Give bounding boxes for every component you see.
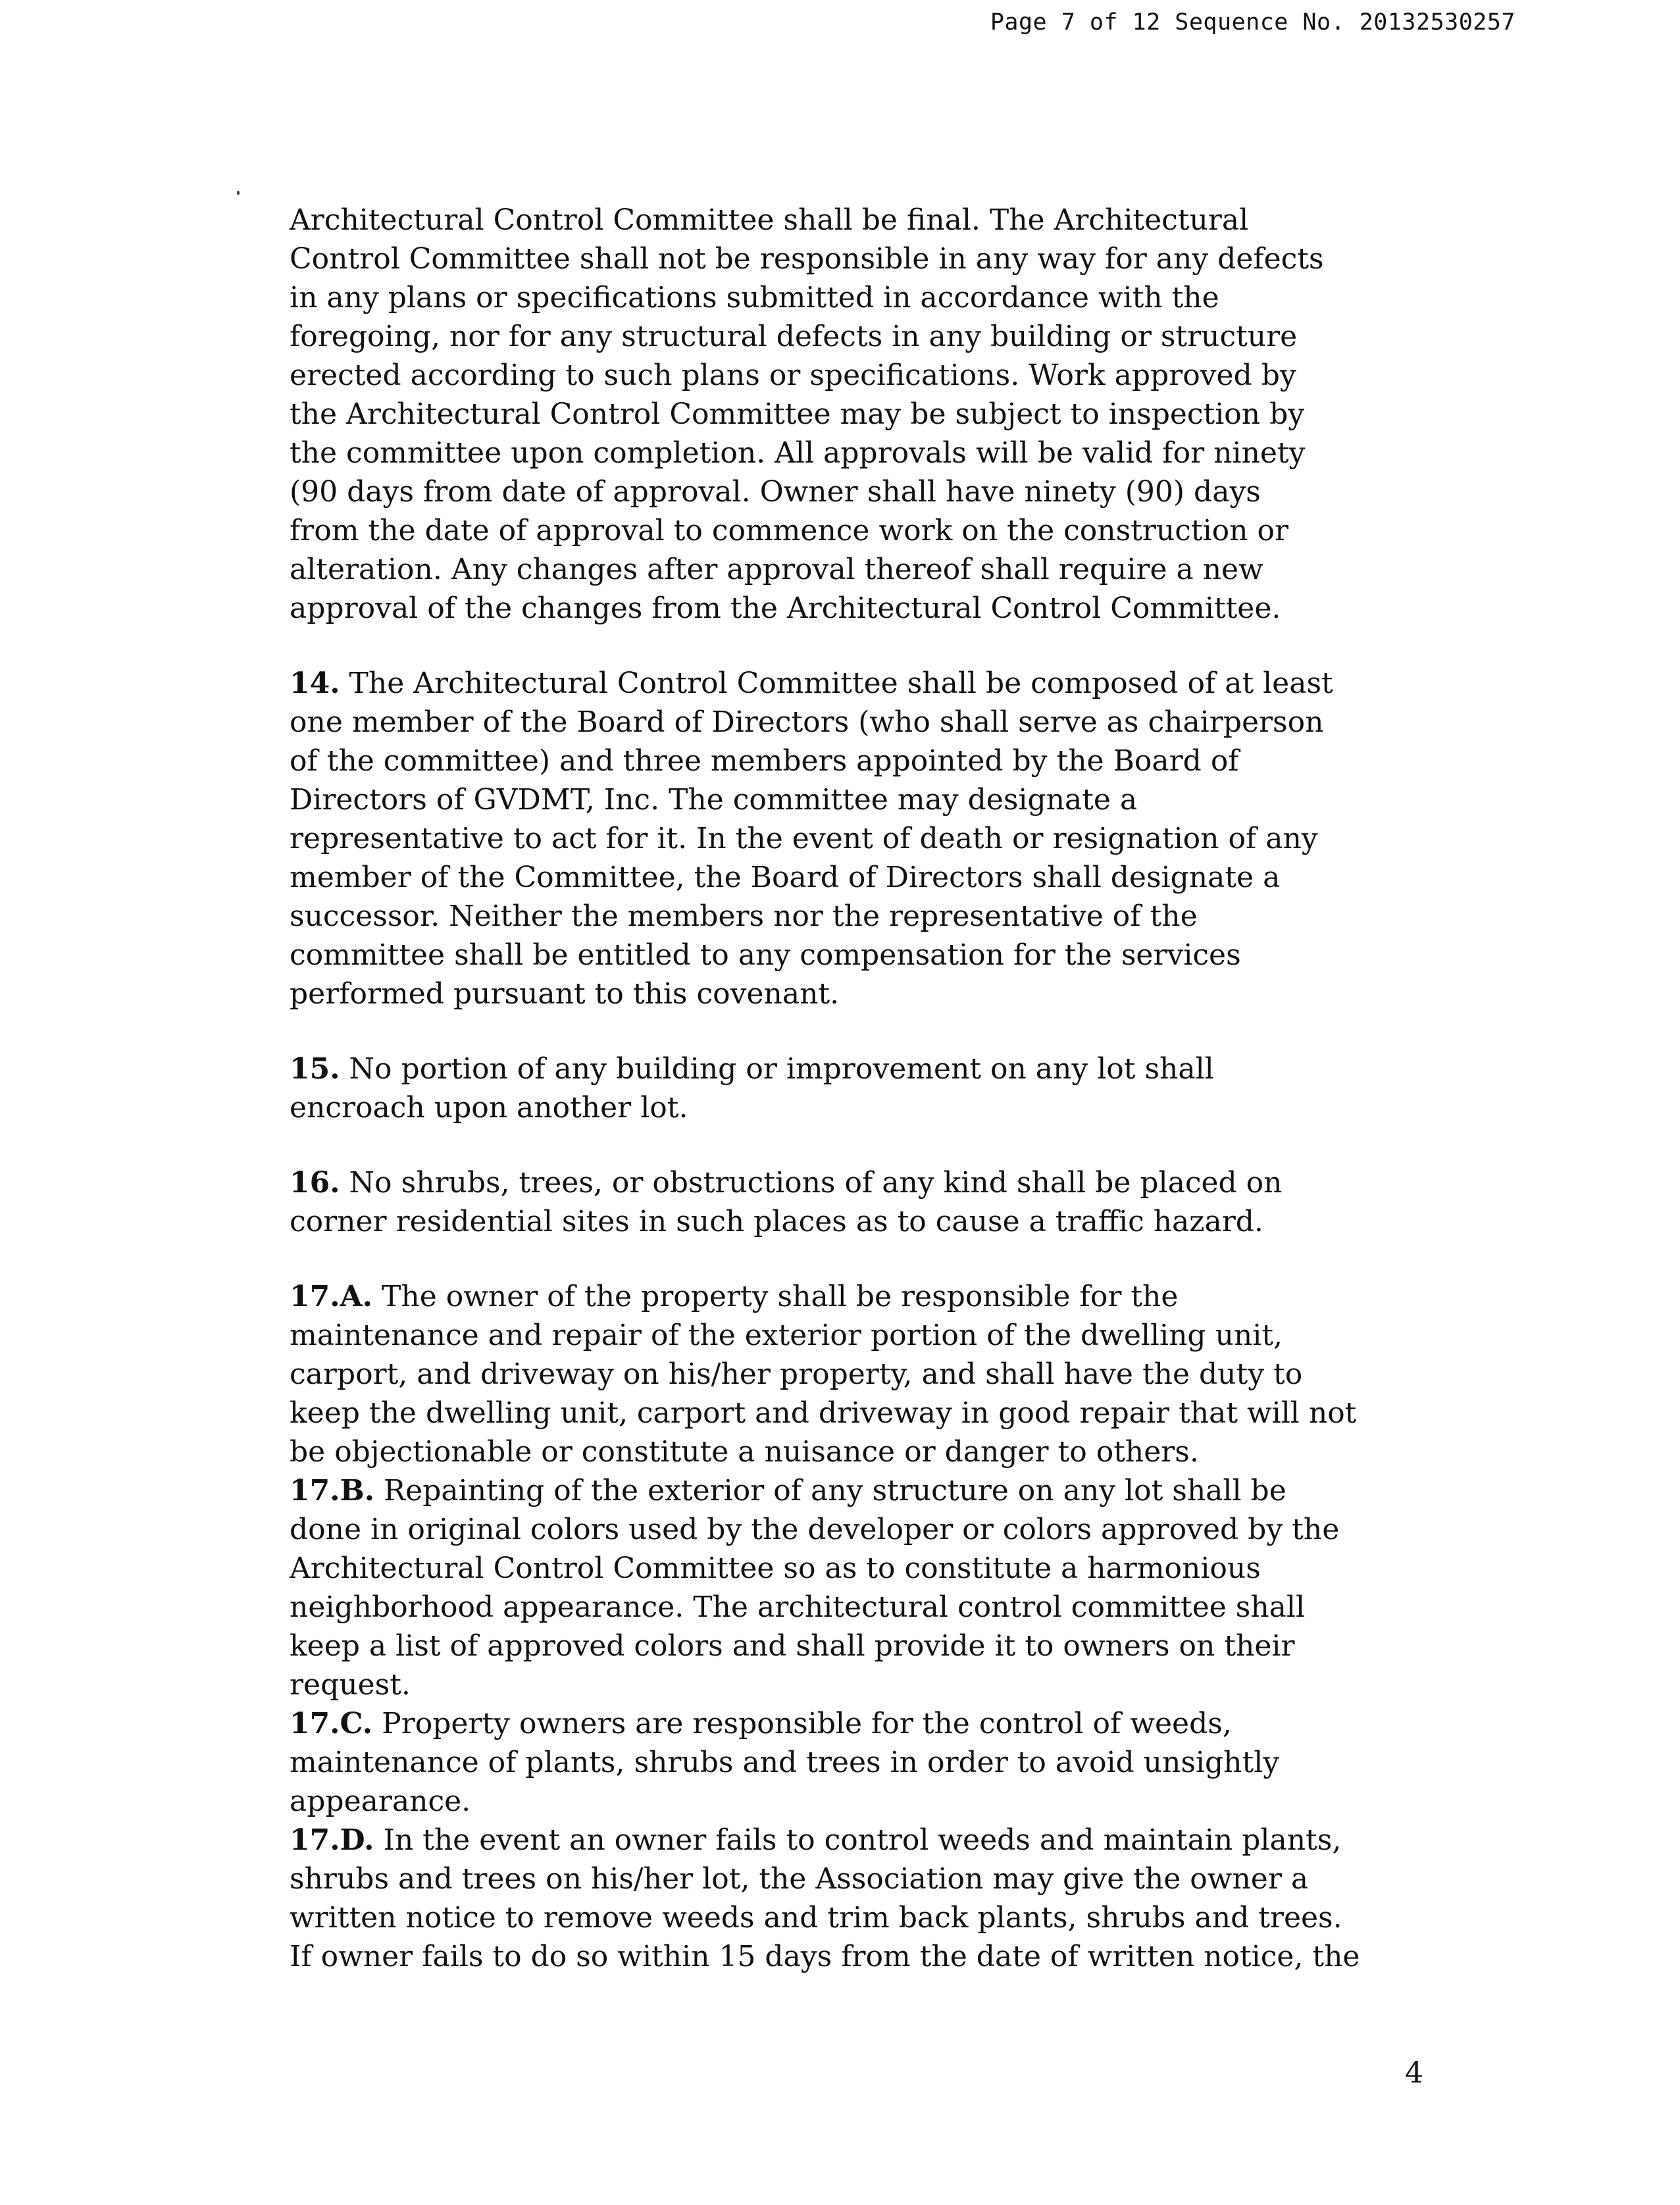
text-line: encroach upon another lot. bbox=[290, 1091, 688, 1125]
text-line: the committee upon completion. All approvals will be valid for ninety bbox=[290, 436, 1306, 470]
text-line: alteration. Any changes after approval thereof shall require a new bbox=[290, 553, 1263, 586]
text-line: corner residential sites in such places as to cause a traffic hazard. bbox=[290, 1205, 1263, 1238]
text-line: Directors of GVDMT, Inc. The committee may designate a bbox=[290, 783, 1138, 817]
text-line: maintenance of plants, shrubs and trees in order to avoid unsightly bbox=[290, 1746, 1280, 1779]
paragraph-section-15 bbox=[290, 1050, 1448, 1127]
text-line bbox=[290, 1050, 1448, 1088]
text-line bbox=[290, 1704, 1448, 1743]
text-line bbox=[290, 1821, 1448, 1860]
text-line: foregoing, nor for any structural defects in any building or structure bbox=[290, 320, 1298, 353]
text-line: erected according to such plans or specifications. Work approved by bbox=[290, 359, 1296, 392]
text-line bbox=[290, 1471, 1448, 1510]
text-line: request. bbox=[290, 1668, 411, 1702]
text-line: carport, and driveway on his/her property, and shall have the duty to bbox=[290, 1357, 1303, 1391]
text-line: Architectural Control Committee shall be final. The Architectural bbox=[290, 203, 1249, 237]
section-number: 17.C. bbox=[290, 1707, 373, 1740]
text-line: from the date of approval to commence work on the construction or bbox=[290, 514, 1288, 547]
text-line: be objectionable or constitute a nuisance or danger to others. bbox=[290, 1435, 1199, 1469]
text-run: Property owners are responsible for the control of weeds, bbox=[372, 1707, 1232, 1740]
text-line: maintenance and repair of the exterior portion of the dwelling unit, bbox=[290, 1319, 1283, 1352]
paragraph-section-17c bbox=[290, 1704, 1448, 1821]
text-line: shrubs and trees on his/her lot, the Association may give the owner a bbox=[290, 1862, 1309, 1896]
page-number: 4 bbox=[1405, 2056, 1423, 2090]
text-run: In the event an owner fails to control weeds and maintain plants, bbox=[374, 1823, 1342, 1857]
text-line bbox=[290, 1277, 1448, 1316]
text-line: in any plans or specifications submitted in accordance with the bbox=[290, 281, 1219, 315]
paragraph-section-14 bbox=[290, 664, 1448, 1013]
text-line: one member of the Board of Directors (who shall serve as chairperson bbox=[290, 705, 1324, 739]
text-line: member of the Committee, the Board of Directors shall designate a bbox=[290, 861, 1281, 894]
text-line: committee shall be entitled to any compensation for the services bbox=[290, 938, 1241, 972]
text-line: (90 days from date of approval. Owner shall have ninety (90) days bbox=[290, 475, 1261, 509]
text-line: successor. Neither the members nor the representative of the bbox=[290, 900, 1198, 933]
text-line: the Architectural Control Committee may be subject to inspection by bbox=[290, 397, 1305, 431]
text-line: performed pursuant to this covenant. bbox=[290, 977, 840, 1011]
section-number: 16. bbox=[290, 1166, 340, 1200]
section-number: 17.A. bbox=[290, 1280, 373, 1313]
paragraph-section-17b bbox=[290, 1471, 1448, 1704]
text-run: The Architectural Control Committee shall be composed of at least bbox=[340, 667, 1333, 700]
text-line: done in original colors used by the developer or colors approved by the bbox=[290, 1513, 1340, 1546]
document-body bbox=[290, 201, 1448, 1976]
scan-speck bbox=[237, 191, 240, 195]
section-number: 17.B. bbox=[290, 1474, 375, 1508]
text-run: The owner of the property shall be responsible for the bbox=[372, 1280, 1179, 1313]
text-line bbox=[290, 664, 1448, 703]
text-line: appearance. bbox=[290, 1785, 471, 1818]
section-number: 14. bbox=[290, 667, 340, 700]
text-run: Repainting of the exterior of any structure on any lot shall be bbox=[374, 1474, 1286, 1508]
text-line: representative to act for it. In the event of death or resignation of any bbox=[290, 822, 1318, 855]
text-line: of the committee) and three members appointed by the Board of bbox=[290, 744, 1239, 778]
text-line: keep the dwelling unit, carport and driveway in good repair that will not bbox=[290, 1396, 1357, 1430]
text-line: neighborhood appearance. The architectural control committee shall bbox=[290, 1590, 1306, 1624]
text-line: Architectural Control Committee so as to constitute a harmonious bbox=[290, 1552, 1261, 1585]
text-line bbox=[290, 1163, 1448, 1202]
fax-header: Page 7 of 12 Sequence No. 20132530257 bbox=[990, 9, 1515, 36]
text-run: No portion of any building or improvement on any lot shall bbox=[340, 1052, 1214, 1086]
text-line: written notice to remove weeds and trim back plants, shrubs and trees. bbox=[290, 1901, 1342, 1935]
paragraph-section-16 bbox=[290, 1163, 1448, 1241]
paragraph-continuation bbox=[290, 201, 1448, 628]
paragraph-section-17d bbox=[290, 1821, 1448, 1976]
text-line: If owner fails to do so within 15 days from the date of written notice, the bbox=[290, 1940, 1360, 1973]
section-number: 15. bbox=[290, 1052, 340, 1086]
text-line: Control Committee shall not be responsible in any way for any defects bbox=[290, 242, 1324, 276]
section-number: 17.D. bbox=[290, 1823, 374, 1857]
text-line: keep a list of approved colors and shall provide it to owners on their bbox=[290, 1629, 1295, 1663]
text-line: approval of the changes from the Architectural Control Committee. bbox=[290, 592, 1281, 625]
text-run: No shrubs, trees, or obstructions of any kind shall be placed on bbox=[340, 1166, 1283, 1200]
paragraph-section-17a bbox=[290, 1277, 1448, 1471]
